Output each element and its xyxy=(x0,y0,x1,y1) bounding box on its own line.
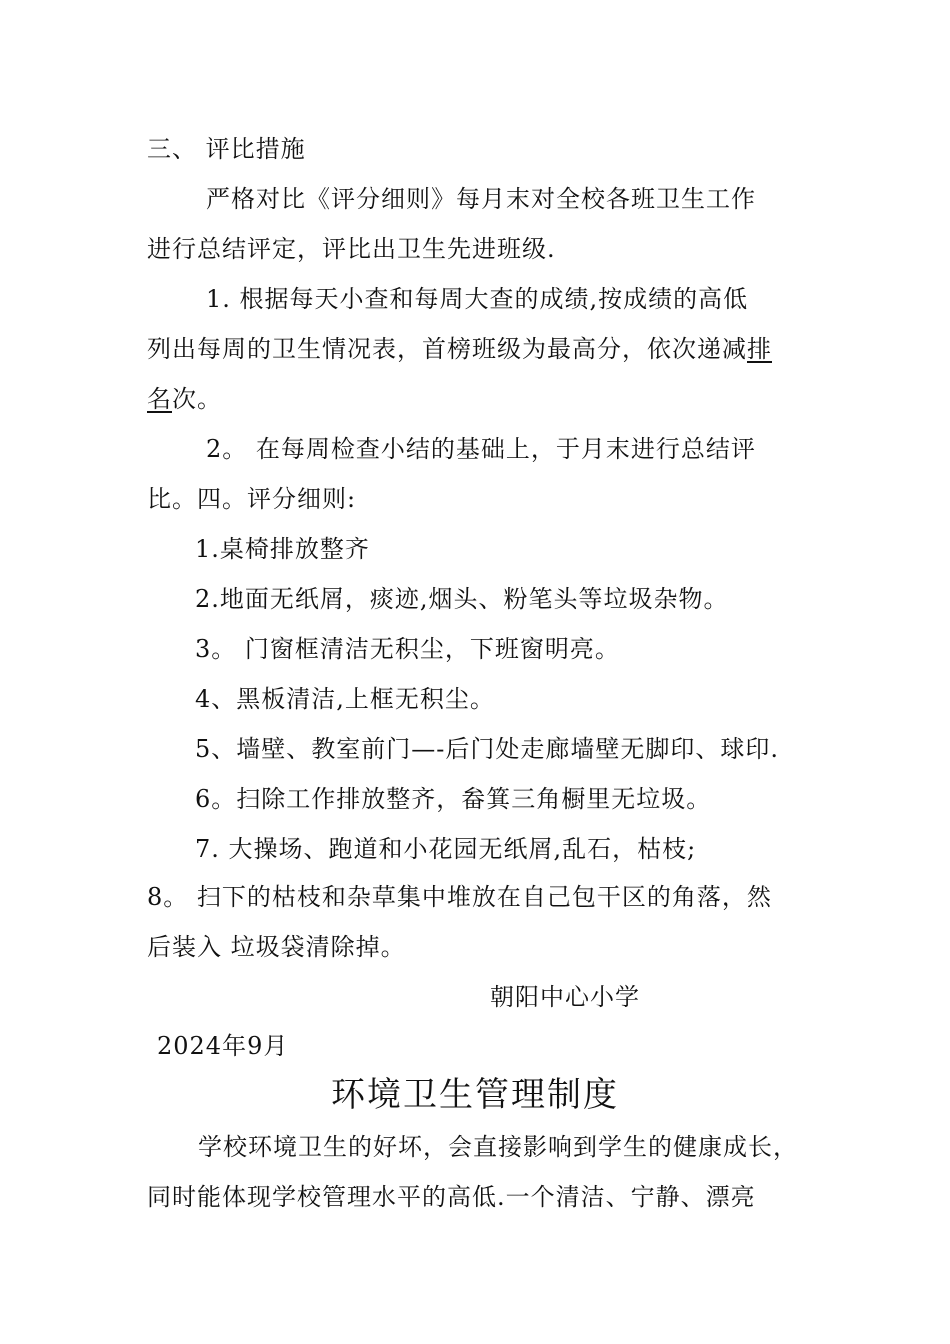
criteria-item: 8。 扫下的枯枝和杂草集中堆放在自己包干区的角落，然 xyxy=(147,883,772,911)
list-item-line: 比。四。评分细则: xyxy=(147,485,357,513)
underlined-text: 名 xyxy=(147,385,172,413)
list-item-line: 1. 根据每天小查和每周大查的成绩,按成绩的高低 xyxy=(206,285,749,313)
page-title: 环境卫生管理制度 xyxy=(331,1075,619,1115)
text-run: 次。 xyxy=(172,385,222,413)
criteria-item: 2.地面无纸屑，痰迹,烟头、粉笔头等垃圾杂物。 xyxy=(195,585,729,613)
list-item-line xyxy=(147,333,772,365)
paragraph-line: 学校环境卫生的好坏，会直接影响到学生的健康成长， xyxy=(198,1133,798,1161)
criteria-item: 5、墙壁、教室前门—-后门处走廊墙壁无脚印、球印. xyxy=(195,735,780,763)
paragraph-line: 进行总结评定，评比出卫生先进班级. xyxy=(147,235,556,263)
criteria-item: 3。 门窗框清洁无积尘，下班窗明亮。 xyxy=(195,635,620,663)
text-run: 列出每周的卫生情况表，首榜班级为最高分，依次递减 xyxy=(147,335,747,363)
paragraph-line: 同时能体现学校管理水平的高低.一个清洁、宁静、漂亮 xyxy=(147,1183,756,1211)
criteria-item: 1.桌椅排放整齐 xyxy=(195,535,370,563)
list-item-line xyxy=(147,383,222,415)
signature-school: 朝阳中心小学 xyxy=(490,983,640,1011)
paragraph-line: 严格对比《评分细则》每月末对全校各班卫生工作 xyxy=(206,185,756,213)
section-heading: 三、 评比措施 xyxy=(147,135,306,163)
criteria-item: 4、黑板清洁,上框无积尘。 xyxy=(195,685,495,713)
criteria-item: 6。扫除工作排放整齐，畚箕三角橱里无垃圾。 xyxy=(195,785,712,813)
signature-date: 2024年9月 xyxy=(157,1032,289,1060)
list-item-line: 2。 在每周检查小结的基础上，于月末进行总结评 xyxy=(206,435,756,463)
criteria-item: 7. 大操场、跑道和小花园无纸屑,乱石，枯枝; xyxy=(195,835,697,863)
underlined-text: 排 xyxy=(747,335,772,363)
criteria-item: 后装入 垃圾袋清除掉。 xyxy=(147,933,406,961)
